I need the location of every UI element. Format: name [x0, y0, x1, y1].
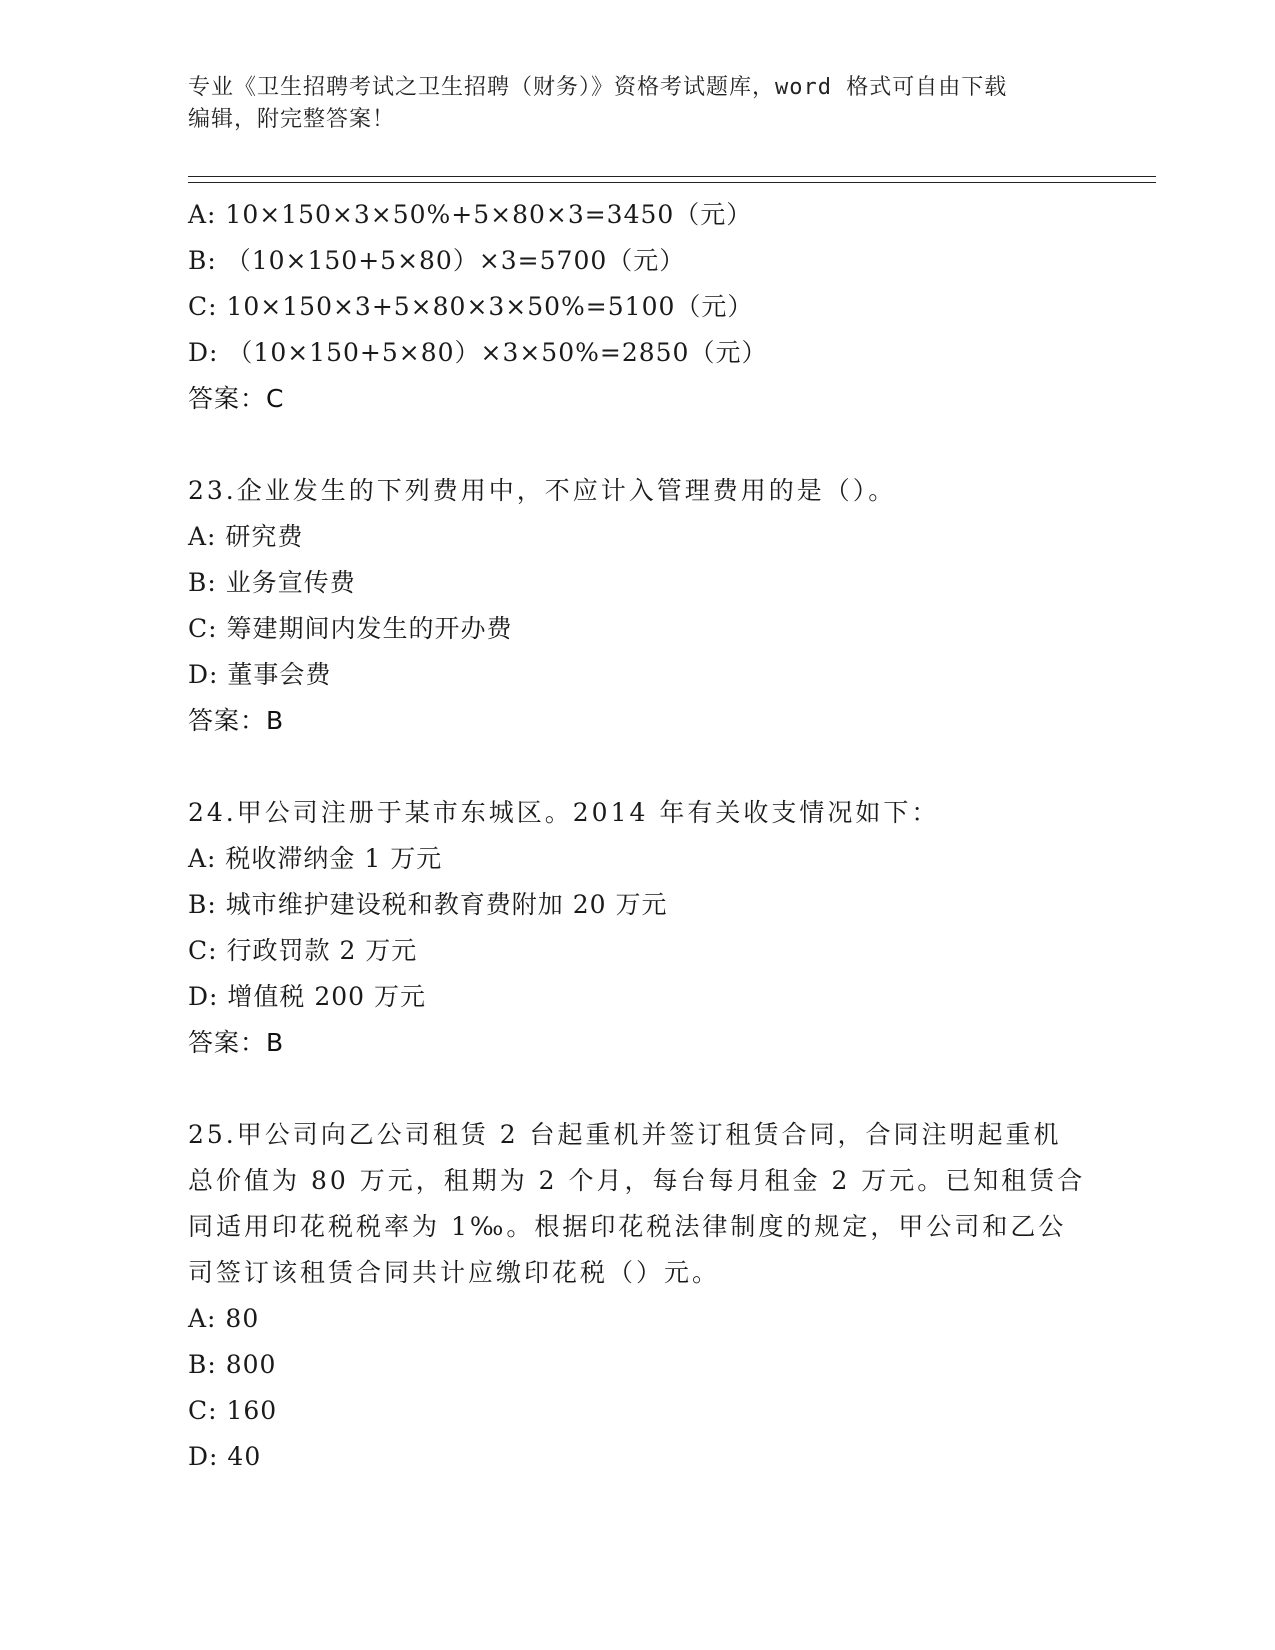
- option-d: D: （10×150+5×80）×3×50%=2850（元）: [188, 338, 768, 367]
- question-22: [188, 192, 1088, 422]
- question-title: 24.甲公司注册于某市东城区。2014 年有关收支情况如下：: [188, 798, 940, 827]
- option-d: D: 董事会费: [188, 660, 332, 689]
- option-c: C: 筹建期间内发生的开办费: [188, 614, 513, 643]
- question-list: [188, 192, 1088, 1480]
- spacer: [188, 744, 1088, 790]
- option-d: D: 增值税 200 万元: [188, 982, 427, 1011]
- option-b: B: 800: [188, 1350, 277, 1379]
- spacer: [188, 422, 1088, 468]
- option-a: A: 税收滞纳金 1 万元: [188, 844, 443, 873]
- option-c: C: 行政罚款 2 万元: [188, 936, 418, 965]
- option-b: B: 业务宣传费: [188, 568, 356, 597]
- spacer: [188, 1066, 1088, 1112]
- question-23: [188, 468, 1088, 744]
- option-a: A: 80: [188, 1304, 260, 1333]
- question-title-line: 25.甲公司向乙公司租赁 2 台起重机并签订租赁合同，合同注明起重机: [188, 1120, 1062, 1149]
- header-line-2: 编辑，附完整答案！: [188, 107, 396, 132]
- option-c: C: 160: [188, 1396, 278, 1425]
- header-divider-bottom: [188, 182, 1156, 183]
- header-line-1: 专业《卫生招聘考试之卫生招聘（财务）》资格考试题库，word 格式可自由下载: [188, 75, 1008, 100]
- option-b: B: 城市维护建设税和教育费附加 20 万元: [188, 890, 668, 919]
- question-title-line: 司签订该租赁合同共计应缴印花税（）元。: [188, 1258, 721, 1287]
- option-c: C: 10×150×3+5×80×3×50%=5100（元）: [188, 292, 754, 321]
- answer-line: 答案：B: [188, 1028, 285, 1057]
- answer-line: 答案：B: [188, 706, 285, 735]
- document-header: [188, 72, 1068, 136]
- header-divider-top: [188, 176, 1156, 177]
- option-a: A: 10×150×3×50%+5×80×3=3450（元）: [188, 200, 753, 229]
- option-a: A: 研究费: [188, 522, 304, 551]
- answer-line: 答案：C: [188, 384, 285, 413]
- question-25: [188, 1112, 1088, 1480]
- question-title-line: 总价值为 80 万元，租期为 2 个月，每台每月租金 2 万元。已知租赁合: [188, 1166, 1086, 1195]
- question-24: [188, 790, 1088, 1066]
- question-title: 23.企业发生的下列费用中，不应计入管理费用的是（）。: [188, 476, 897, 505]
- question-title-line: 同适用印花税税率为 1‰。根据印花税法律制度的规定，甲公司和乙公: [188, 1212, 1067, 1241]
- question-stem: [188, 1112, 1088, 1296]
- option-d: D: 40: [188, 1442, 262, 1471]
- option-b: B: （10×150+5×80）×3=5700（元）: [188, 246, 686, 275]
